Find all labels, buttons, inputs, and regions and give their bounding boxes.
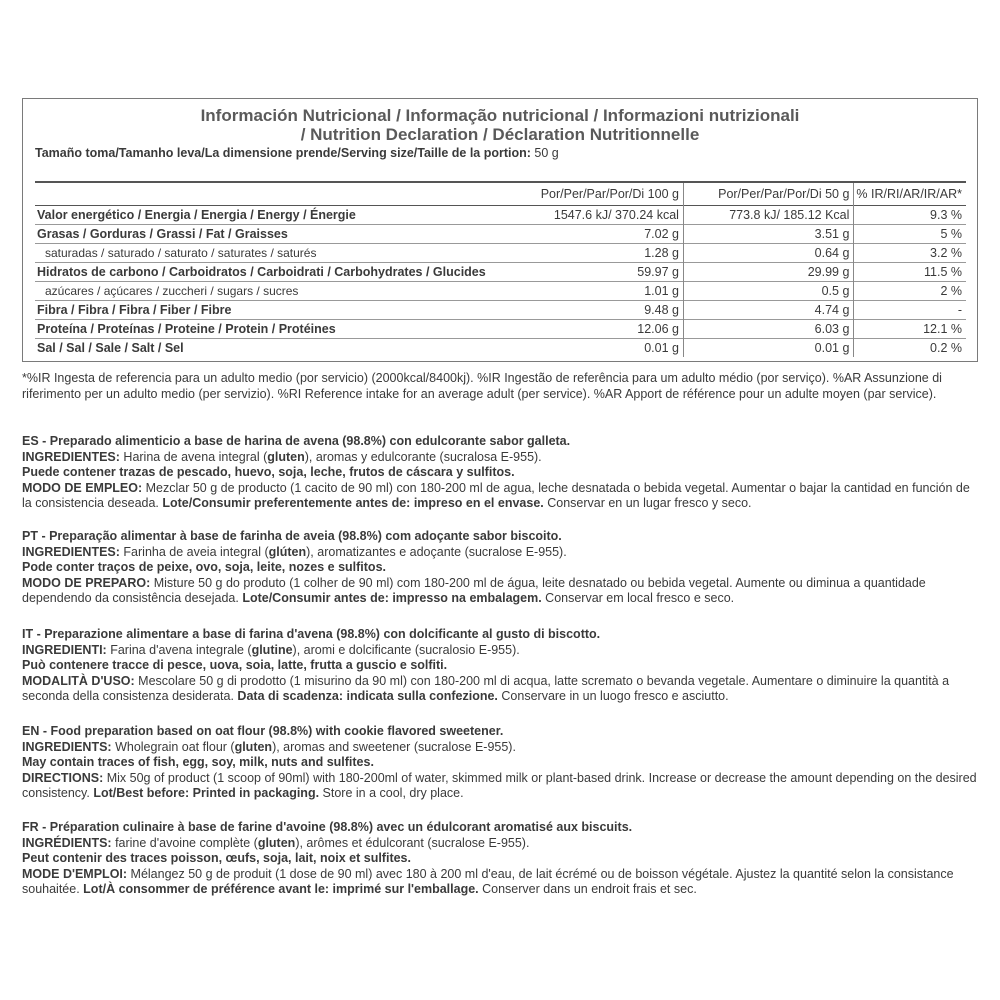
directions-label: MODO DE EMPLEO: xyxy=(22,480,143,495)
lot-text: Lot/Best before: Printed in packaging. xyxy=(93,786,320,801)
ingredients-text: farine d'avoine complète ( xyxy=(111,835,258,850)
header-label xyxy=(35,182,512,206)
ri-value: 0.2 % xyxy=(854,339,966,358)
ingredients-label: INGREDIENTI: xyxy=(22,642,107,657)
nutrition-title xyxy=(23,106,977,144)
ingredients-text-end: ), aromas y edulcorante (sucralosa E-955). xyxy=(304,449,542,464)
traces-warning: Pode conter traços de peixe, ovo, soja, leite, nozes e sulfitos. xyxy=(22,560,386,575)
ingredients-text-end: ), aromatizantes e adoçante (sucralose E-955). xyxy=(306,544,567,559)
ingredients-line xyxy=(22,836,982,852)
ingredients-text-end: ), arômes et édulcorant (sucralose E-955). xyxy=(295,835,530,850)
traces-warning: May contain traces of fish, egg, soy, milk, nuts and sulfites. xyxy=(22,755,374,770)
per-100g-value: 9.48 g xyxy=(512,301,683,320)
ri-value: 5 % xyxy=(854,225,966,244)
nutrient-label: Grasas / Gorduras / Grassi / Fat / Graisses xyxy=(35,225,512,244)
traces-warning: Può contenere tracce di pesce, uova, soia, latte, frutta a guscio e solfiti. xyxy=(22,658,448,673)
nutrient-label: saturadas / saturado / saturato / saturates / saturés xyxy=(35,244,512,263)
directions-label: MODALITÀ D'USO: xyxy=(22,673,135,688)
title-line-1: Información Nutricional / Informação nutricional / Informazioni nutrizionali xyxy=(200,106,800,125)
serving-size-label: Tamaño toma/Tamanho leva/La dimensione prende/Serving size/Taille de la portion: xyxy=(35,146,531,160)
section-it xyxy=(22,627,982,705)
nutrient-label: Hidratos de carbono / Carboidratos / Carboidrati / Carbohydrates / Glucides xyxy=(35,263,512,282)
nutrient-label: azúcares / açúcares / zuccheri / sugars / sucres xyxy=(35,282,512,301)
section-heading: PT - Preparação alimentar à base de farinha de aveia (98.8%) com adoçante sabor biscoito. xyxy=(22,529,562,543)
ingredients-label: INGREDIENTES: xyxy=(22,449,120,464)
title-line-2: / Nutrition Declaration / Déclaration Nutritionnelle xyxy=(300,125,700,144)
ingredients-label: INGREDIENTS: xyxy=(22,739,112,754)
table-row-carbohydrates xyxy=(35,263,966,282)
section-fr xyxy=(22,820,982,898)
table-row-fat xyxy=(35,225,966,244)
per-50g-value: 3.51 g xyxy=(683,225,853,244)
table-row-fibre xyxy=(35,301,966,320)
per-50g-value: 6.03 g xyxy=(683,320,853,339)
ingredients-text: Harina de avena integral ( xyxy=(119,449,268,464)
ri-value: 12.1 % xyxy=(854,320,966,339)
per-50g-value: 0.01 g xyxy=(683,339,853,358)
section-en xyxy=(22,724,982,802)
directions-text: Mix 50g of product (1 scoop of 90ml) with 180-200ml of water, skimmed milk or plant-based drink. Increase or decrease the amount depending on the desired consistency. xyxy=(22,770,977,801)
traces-warning: Puede contener trazas de pescado, huevo, soja, leche, frutos de cáscara y sulfitos. xyxy=(22,465,515,480)
directions-text: Misture 50 g do produto (1 colher de 90 ml) com 180-200 ml de água, leite desnatado ou bebida vegetal. Aumente ou diminua a quantidade dependendo da consistência desejada. xyxy=(22,575,926,606)
ingredients-text-end: ), aromi e dolcificante (sucralosio E-955). xyxy=(292,642,520,657)
directions-line xyxy=(22,867,982,898)
ri-value: - xyxy=(854,301,966,320)
per-50g-value: 0.5 g xyxy=(683,282,853,301)
directions-label: MODE D'EMPLOI: xyxy=(22,866,128,881)
directions-text: Mescolare 50 g di prodotto (1 misurino da 90 ml) con 180-200 ml di acqua, latte scremato o bevanda vegetale. Aumentare o diminuire la quantità a seconda della consistenza desiderata. xyxy=(22,673,950,704)
table-row-sugars xyxy=(35,282,966,301)
storage-text: Conservar em local fresco e seco. xyxy=(541,591,735,606)
serving-size-value: 50 g xyxy=(530,146,559,160)
directions-label: MODO DE PREPARO: xyxy=(22,575,151,590)
per-50g-value: 29.99 g xyxy=(683,263,853,282)
directions-label: DIRECTIONS: xyxy=(22,770,104,785)
lot-text: Data di scadenza: indicata sulla confezione. xyxy=(237,689,498,704)
ingredients-text-end: ), aromas and sweetener (sucralose E-955). xyxy=(272,739,516,754)
per-100g-value: 7.02 g xyxy=(512,225,683,244)
storage-text: Conserver dans un endroit frais et sec. xyxy=(478,882,697,897)
per-100g-value: 0.01 g xyxy=(512,339,683,358)
ingredients-line xyxy=(22,545,982,561)
ri-value: 2 % xyxy=(854,282,966,301)
directions-line xyxy=(22,576,982,607)
nutrient-label: Sal / Sal / Sale / Salt / Sel xyxy=(35,339,512,358)
lot-text: Lote/Consumir antes de: impresso na embalagem. xyxy=(242,591,542,606)
table-row-energy xyxy=(35,206,966,225)
ingredients-line xyxy=(22,740,982,756)
traces-warning: Peut contenir des traces poisson, œufs, soja, lait, noix et sulfites. xyxy=(22,851,411,866)
per-50g-value: 4.74 g xyxy=(683,301,853,320)
section-heading: ES - Preparado alimenticio a base de harina de avena (98.8%) con edulcorante sabor galleta. xyxy=(22,434,571,448)
allergen-text: gluten xyxy=(234,739,273,754)
nutrient-label: Fibra / Fibra / Fibra / Fiber / Fibre xyxy=(35,301,512,320)
per-50g-value: 773.8 kJ/ 185.12 Kcal xyxy=(683,206,853,225)
allergen-text: glúten xyxy=(268,544,307,559)
nutrient-label: Valor energético / Energia / Energia / Energy / Énergie xyxy=(35,206,512,225)
ingredients-label: INGREDIENTES: xyxy=(22,544,120,559)
directions-line xyxy=(22,481,982,512)
nutrition-table xyxy=(35,181,966,357)
section-es xyxy=(22,434,982,512)
per-100g-value: 1.28 g xyxy=(512,244,683,263)
lot-text: Lot/À consommer de préférence avant le: imprimé sur l'emballage. xyxy=(83,882,479,897)
table-row-protein xyxy=(35,320,966,339)
section-pt xyxy=(22,529,982,607)
reference-intake-footnote: *%IR Ingesta de referencia para un adulto medio (por servicio) (2000kcal/8400kj). %IR Ingestão de referência para um adulto médio (por serviço). %AR Assunzione di riferimento per un adulto medio (per servizio). %RI Reference intake for an average adult (per service). %AR Apport de référence pour un adulte moyen (par service). xyxy=(22,371,942,401)
per-100g-value: 59.97 g xyxy=(512,263,683,282)
ri-value: 3.2 % xyxy=(854,244,966,263)
storage-text: Store in a cool, dry place. xyxy=(319,786,464,801)
section-heading: EN - Food preparation based on oat flour (98.8%) with cookie flavored sweetener. xyxy=(22,724,504,738)
ingredients-text: Farina d'avena integrale ( xyxy=(106,642,252,657)
header-per-50g: Por/Per/Par/Por/Di 50 g xyxy=(683,182,853,206)
directions-text: Mezclar 50 g de producto (1 cacito de 90 ml) con 180-200 ml de agua, leche desnatada o bebida vegetal. Aumentar o bajar la cantidad en función de la consistencia deseada. xyxy=(22,480,970,511)
ingredients-label: INGRÉDIENTS: xyxy=(22,835,112,850)
allergen-text: glutine xyxy=(251,642,293,657)
section-heading: FR - Préparation culinaire à base de farine d'avoine (98.8%) avec un édulcorant aromatisé aux biscuits. xyxy=(22,820,633,834)
lot-text: Lote/Consumir preferentemente antes de: impreso en el envase. xyxy=(162,496,544,511)
storage-text: Conservare in un luogo fresco e asciutto. xyxy=(497,689,729,704)
per-100g-value: 1547.6 kJ/ 370.24 kcal xyxy=(512,206,683,225)
header-ri: % IR/RI/AR/IR/AR* xyxy=(856,187,962,201)
ingredients-line xyxy=(22,450,982,466)
storage-text: Conservar en un lugar fresco y seco. xyxy=(543,496,752,511)
directions-line xyxy=(22,674,982,705)
directions-line xyxy=(22,771,982,802)
nutrition-panel xyxy=(22,98,978,362)
ingredients-text: Wholegrain oat flour ( xyxy=(111,739,235,754)
header-per-100g: Por/Per/Par/Por/Di 100 g xyxy=(512,182,683,206)
ingredients-line xyxy=(22,643,982,659)
allergen-text: gluten xyxy=(257,835,296,850)
table-row-saturates xyxy=(35,244,966,263)
table-row-salt xyxy=(35,339,966,358)
ri-value: 9.3 % xyxy=(854,206,966,225)
per-50g-value: 0.64 g xyxy=(683,244,853,263)
directions-text: Mélangez 50 g de produit (1 dose de 90 ml) avec 180 à 200 ml d'eau, de lait écrémé ou de boisson végétale. Ajustez la quantité selon la consistance souhaitée. xyxy=(22,866,954,897)
table-header-row xyxy=(35,182,966,206)
ingredients-text: Farinha de aveia integral ( xyxy=(119,544,269,559)
nutrient-label: Proteína / Proteínas / Proteine / Protein / Protéines xyxy=(35,320,512,339)
allergen-text: gluten xyxy=(267,449,305,464)
serving-size xyxy=(35,146,559,160)
per-100g-value: 12.06 g xyxy=(512,320,683,339)
ri-value: 11.5 % xyxy=(854,263,966,282)
section-heading: IT - Preparazione alimentare a base di farina d'avena (98.8%) con dolcificante al gusto di biscotto. xyxy=(22,627,601,641)
per-100g-value: 1.01 g xyxy=(512,282,683,301)
